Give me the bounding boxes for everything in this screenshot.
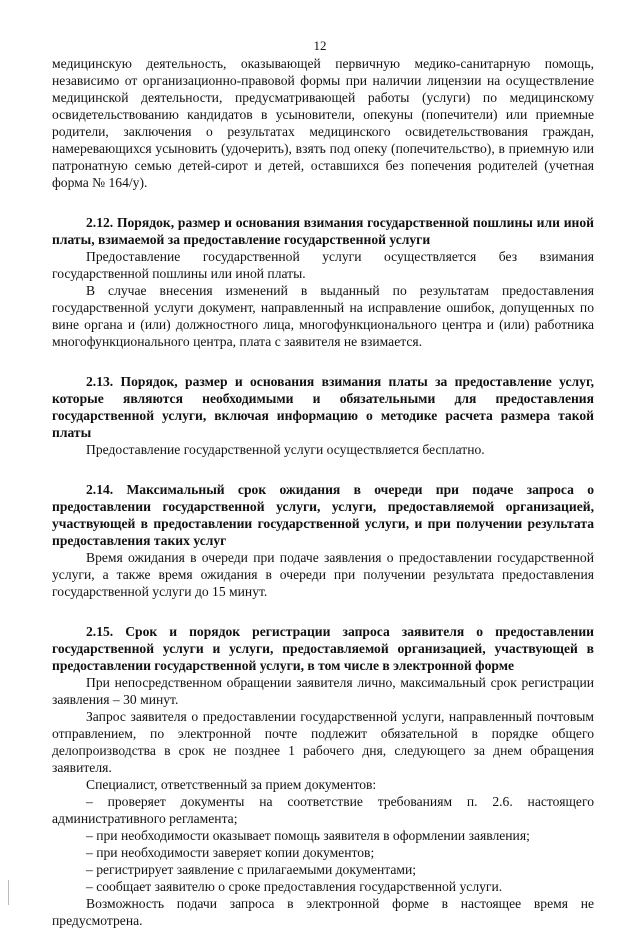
paragraph: Запрос заявителя о предоставлении государственной услуги, направленный почтовым отправлением, по электронной почте подлежит обязательной в порядке общего делопроизводства в срок не позднее 1 рабочего дня, следующего за днем обращения заявителя. xyxy=(52,709,594,775)
section-heading-2-15: 2.15. Срок и порядок регистрации запроса заявителя о предоставлении государственной услуги и услуги, предоставляемой организацией, участвующей в предоставлении государственной услуги, в том числе в электронной форме xyxy=(52,624,594,673)
scan-edge-mark xyxy=(8,880,9,905)
list-item: – при необходимости оказывает помощь заявителя в оформлении заявления; xyxy=(86,828,530,843)
paragraph: Специалист, ответственный за прием документов: xyxy=(86,777,377,792)
list-item: – регистрирует заявление с прилагаемыми документами; xyxy=(86,862,417,877)
list-item: – проверяет документы на соответствие требованиям п. 2.6. настоящего административного регламента; xyxy=(52,794,594,826)
list-item: – при необходимости заверяет копии документов; xyxy=(86,845,375,860)
section-heading-2-13: 2.13. Порядок, размер и основания взимания платы за предоставление услуг, которые являются необходимыми и обязательными для предоставления государственной услуги, включая информацию о методике расчета размера такой платы xyxy=(52,374,594,440)
page-content xyxy=(52,55,594,929)
paragraph: Время ожидания в очереди при подаче заявления о предоставлении государственной услуги, а также время ожидания в очереди при получении результата предоставления государственной услуги до 15 минут. xyxy=(52,550,594,599)
section-heading-2-14: 2.14. Максимальный срок ожидания в очереди при подаче запроса о предоставлении государственной услуги, услуги, предоставляемой организацией, участвующей в предоставлении государственной услуги, и при получении результата предоставления таких услуг xyxy=(52,482,594,548)
section-heading-2-12: 2.12. Порядок, размер и основания взимания государственной пошлины или иной платы, взимаемой за предоставление государственной услуги xyxy=(52,215,594,247)
list-item: – сообщает заявителю о сроке предоставления государственной услуги. xyxy=(86,879,503,894)
paragraph: При непосредственном обращении заявителя лично, максимальный срок регистрации заявления – 30 минут. xyxy=(52,675,594,707)
page-number: 12 xyxy=(313,38,327,53)
paragraph: Предоставление государственной услуги осуществляется без взимания государственной пошлины или иной платы. xyxy=(52,249,594,281)
paragraph: В случае внесения изменений в выданный по результатам предоставления государственной услуги документ, направленный на исправление ошибок, допущенных по вине органа и (или) должностного лица, многофункционального центра и (или) работника многофункционального центра, плата с заявителя не взимается. xyxy=(52,283,594,349)
paragraph: Возможность подачи запроса в электронной форме в настоящее время не предусмотрена. xyxy=(52,896,594,928)
paragraph: Предоставление государственной услуги осуществляется бесплатно. xyxy=(86,442,485,457)
intro-paragraph: медицинскую деятельность, оказывающей первичную медико-санитарную помощь, независимо от организационно-правовой формы при наличии лицензии на осуществление медицинской деятельности, предусматривающей работы (услуги) по медицинскому освидетельствованию кандидатов в усыновители, опекуны (попечители) или приемные родители, заключения о результатах медицинского освидетельствования граждан, намеревающихся усыновить (удочерить), взять под опеку (попечительство), в приемную или патронатную семью детей-сирот и детей, оставшихся без попечения родителей (учетная форма № 164/у). xyxy=(52,56,594,190)
